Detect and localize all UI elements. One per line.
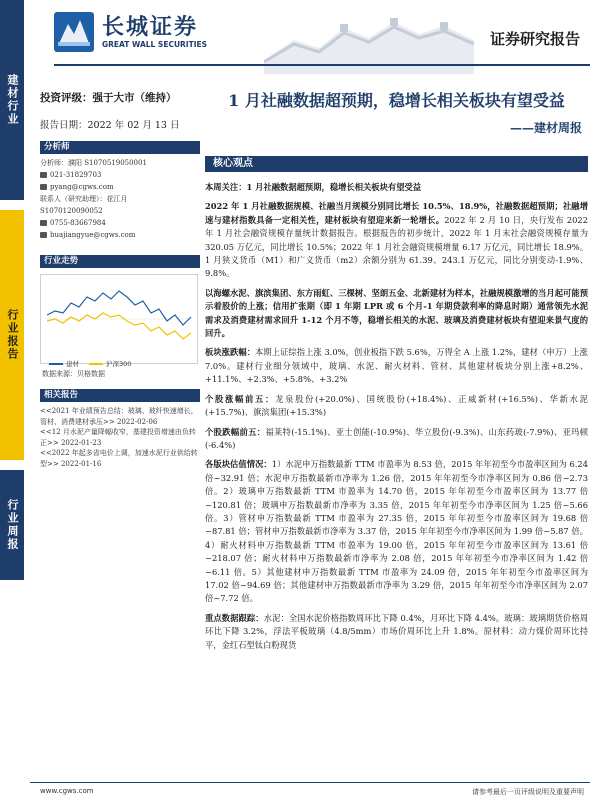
footer-note: 请参考最后一页评级说明及重要声明 (472, 788, 584, 796)
page-header (24, 0, 600, 74)
social-financing-paragraph: 2022 年 1 月社融数据规模、社融当月规模分别同比增长 10.5%、18.9%，社融数据超预期；社融增速与建材指数具备一定相关性，建材板块有望迎来新一轮增长。2022 年 2 月 10 日，央行发布 2022 年 1 月社会融资规模存量统计数据报告。根据报告的初步统计，2022 年 1 月末社会融资规模存量为 320.05 万亿元，同比增长 10.5%；2022 年 1 月社会融资规模增量 6.17 万亿元，同比增长 18.9%。1 月狭义货币（M1）和广义货币（m2）余额分别为 61.39、243.1 万亿元，同比分别变动-1.9%、9.8%。 (205, 201, 588, 279)
trend-series-a (47, 291, 191, 325)
trend-legend (49, 359, 131, 368)
mail-icon (40, 232, 47, 238)
related-report-link[interactable]: <<2021 年业绩预告总结：玻璃、玻纤快速增长，管材、消费建材承压>> 2022-02-06 (40, 407, 198, 426)
analyst-line: 分析师：濮阳 S1070519050001 (40, 159, 147, 167)
trend-chart-plot (41, 275, 197, 355)
strip-segment-bottom (0, 470, 24, 580)
contact-phone: 0755-83667984 (40, 217, 200, 229)
valuation-paragraph: 各版块估值情况：1）水泥申万指数最新 TTM 市盈率为 8.53 倍，2015 年年初至今市盈率区间为 6.24 倍~32.91 倍；水泥申万指数最新市净率为 1.26 倍，2015 年年初至今市净率区间为 0.86 倍~2.73 倍。2）玻璃申万指数最新 TTM 市盈率为 14.70 倍，2015 年年初至今市盈率区间为 13.77 倍~120.81 倍；玻璃申万指数最新市净率为 3.35 倍，2015 年年初至今市净率区间为 1.25 倍~5.66 倍。3）管材申万指数最新 TTM 市盈率为 27.35 倍，2015 年年初至今市盈率区间为 19.68 倍~87.81 倍；管材申万指数最新市净率为 3.37 倍，2015 年年初至今市净率区间为 1.99 倍~5.87 倍。4）耐火材料申万指数最新 TTM 市盈率为 19.00 倍，2015 年年初至今市盈率区间为 13.61 倍~218.07 倍；耐火材料申万指数最新市净率为 2.08 倍，2015 年年初至今市净率区间为 1.42 倍~6.11 倍。5）其他建材申万指数最新 TTM 市盈率为 24.09 倍，2015 年年初至今市盈率区间为 17.02 倍~94.69 倍；其他建材申万指数最新市净率为 3.29 倍，2015 年年初至今市净率区间为 2.07 倍~7.72 倍。 (205, 459, 588, 604)
sector-performance-paragraph: 板块涨跌幅：本期上证综指上涨 3.0%，创业板指下跌 5.6%，万得全 A 上涨 1.2%，建材（申万）上涨 7.0%。建材行业细分领域中，玻璃、水泥、耐火材料、管材、其他建材板块分别上涨+8.2%、+11.1%、+2.3%、+5.8%、+3.2% (205, 347, 588, 385)
logo-text-en: GREAT WALL SECURITIES (102, 40, 208, 49)
report-body (205, 181, 588, 652)
analyst-phone: 021-31829703 (40, 169, 200, 181)
side-strip (0, 0, 24, 800)
contact-id: S1070120090052 (40, 207, 103, 215)
analyst-section-header: 分析师 (40, 141, 200, 154)
related-report-link[interactable]: <<12 月水泥产量降幅收窄，基建投资增速由负转正>> 2022-01-23 (40, 428, 196, 447)
strip-label-bottom: 行业周报 (6, 499, 19, 551)
logo-text-cn: 长城证券 (102, 15, 199, 40)
contact-line: 联系人（研究助理）：花江月 (40, 195, 128, 203)
core-view-header: 核心观点 (205, 156, 588, 172)
contact-email[interactable]: huajiangyue@cgws.com (40, 229, 200, 241)
report-title: 1 月社融数据超预期，稳增长相关板块有望受益 (228, 91, 565, 110)
footer-divider (30, 782, 590, 783)
analyst-info (40, 157, 200, 241)
left-column (40, 90, 200, 469)
legend-item-a: 建材 (49, 359, 79, 368)
strip-label-middle: 行业报告 (6, 309, 19, 361)
industry-trend-chart (40, 274, 198, 368)
great-wall-illustration (264, 0, 474, 74)
footer-url[interactable]: www.cgws.com (40, 787, 94, 795)
analyst-email[interactable]: pyang@cgws.com (40, 181, 200, 193)
header-divider (54, 64, 590, 66)
main-column (205, 88, 588, 658)
legend-item-b: 沪深300 (89, 359, 131, 368)
trend-series-b (47, 313, 191, 339)
report-date: 报告日期：2022 年 02 月 13 日 (40, 120, 180, 131)
logo-mark-icon (54, 12, 94, 52)
focus-paragraph: 本周关注：1 月社融数据超预期，稳增长相关板块有望受益 (205, 182, 422, 192)
strip-label-top: 建材行业 (6, 74, 19, 126)
trend-section-header: 行业走势 (40, 255, 200, 268)
related-section-header: 相关报告 (40, 389, 200, 402)
related-report-link[interactable]: <<2022 年起多省电价上调，加速水泥行业供给转型>> 2022-01-16 (40, 449, 198, 468)
phone-icon (40, 220, 47, 226)
top-gainers-paragraph: 个股涨幅前五：龙泉股份(+20.0%)、国统股份(+18.4%)、正威新材(+16.5%)、华新水泥(+15.7%)、旗滨集团(+15.3%) (205, 393, 588, 418)
report-subtitle: ——建材周报 (509, 121, 582, 135)
investment-rating: 投资评级：强于大市（维持） (40, 92, 177, 104)
company-logo (54, 10, 219, 60)
mail-icon (40, 184, 47, 190)
chart-source: 数据来源：贝格数据 (40, 368, 200, 381)
key-data-paragraph: 重点数据跟踪：水泥：全国水泥价格指数周环比下降 0.4%，月环比下降 4.4%。玻璃：玻璃期货价格周环比下降 3.2%，浮法平板玻璃（4.8/5mm）市场价周环比上升 1.8%。原材料：动力煤价周环比持平，金红石型钛白粉现货 (205, 612, 588, 650)
sample-paragraph: 以海螺水泥、旗滨集团、东方雨虹、三棵树、坚朗五金、北新建材为样本，社融规模激增的当月起可能预示着股价的上涨；信用扩张期（即 1 年期 LPR 或 6 个月-1 年期贷款利率的降息时期）通常领先水泥需求及消费建材需求回升 1-12 个月不等，稳增长相关的水泥、玻璃及消费建材板块有望迎来景气度的回升。 (205, 287, 588, 339)
phone-icon (40, 172, 47, 178)
strip-segment-middle (0, 210, 24, 460)
top-losers-paragraph: 个股跌幅前五：福莱特(-15.1%)、亚士创能(-10.9%)、华立股份(-9.3%)、山东药玻(-7.9%)、亚玛顿(-6.4%) (205, 426, 588, 450)
related-reports (40, 406, 200, 469)
report-type-label: 证券研究报告 (489, 30, 580, 48)
strip-segment-top (0, 0, 24, 200)
